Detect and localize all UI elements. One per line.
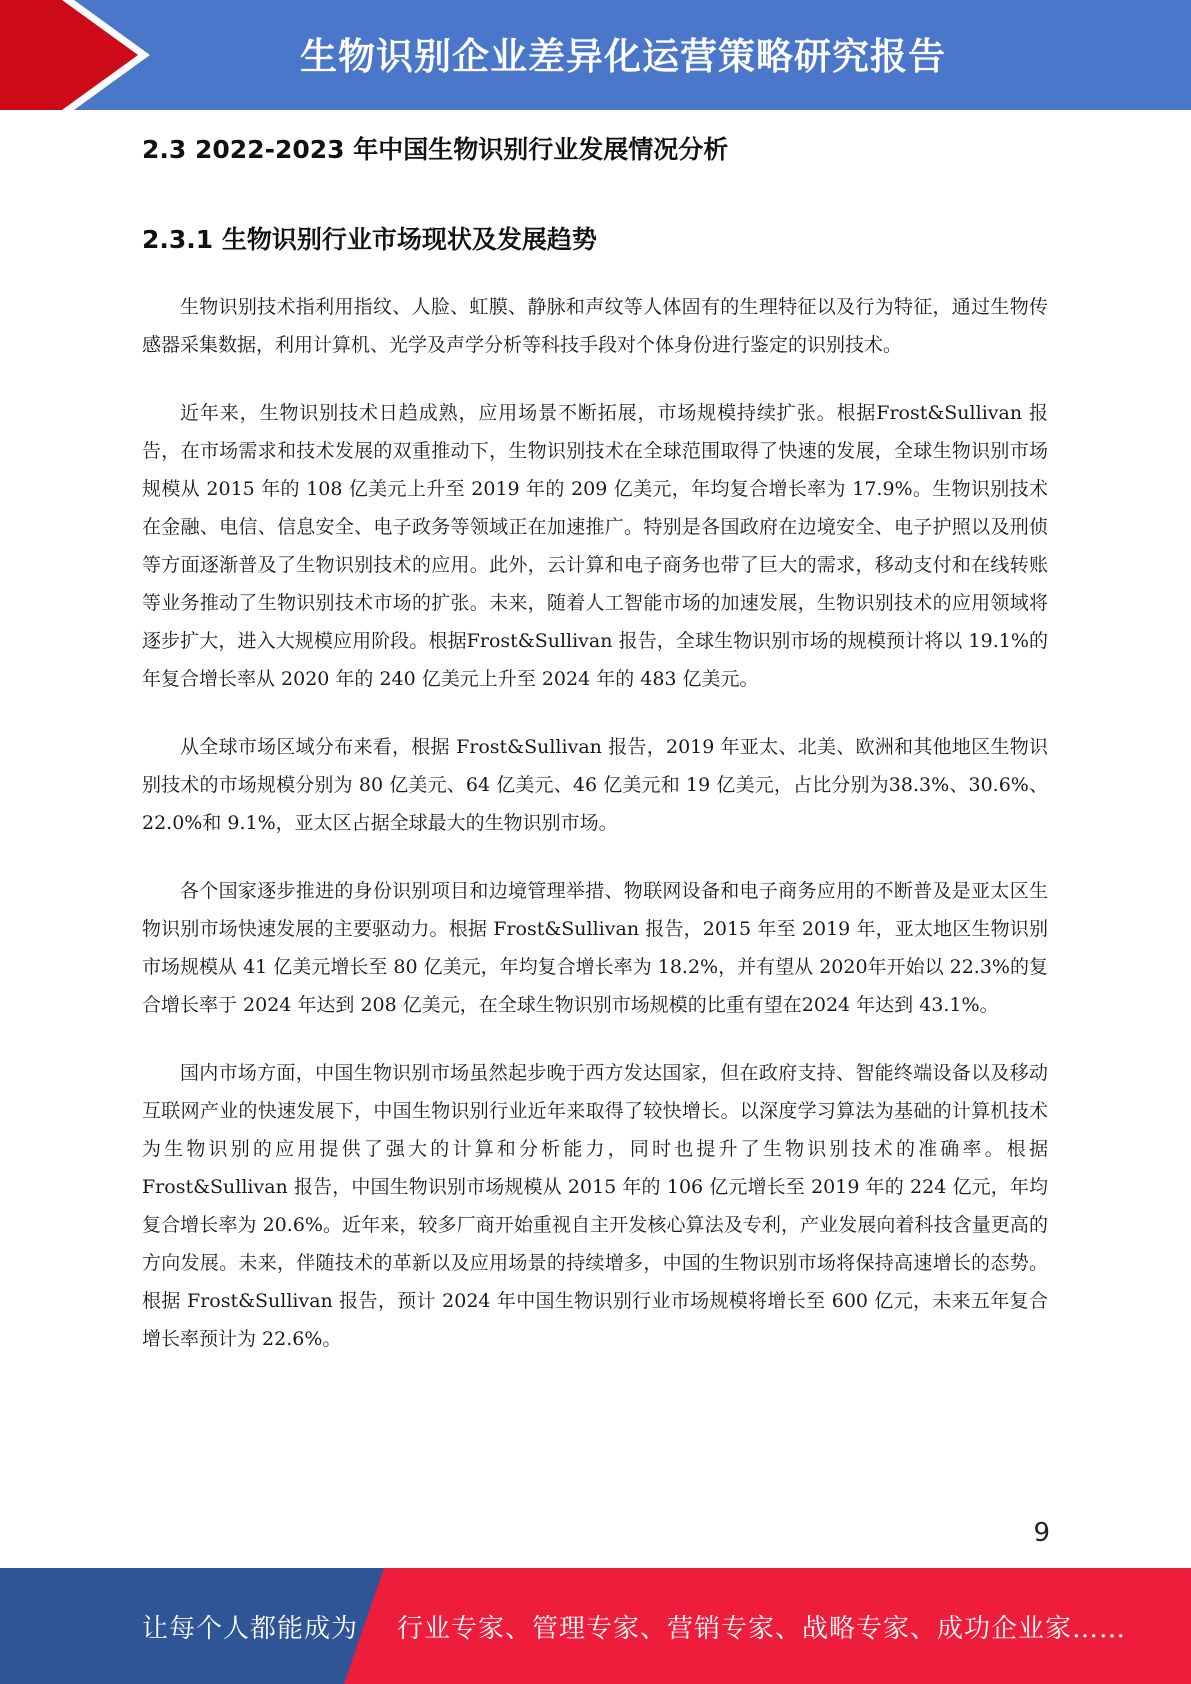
header-banner	[0, 0, 1191, 110]
footer-slogan-right: 行业专家、管理专家、营销专家、战略专家、成功企业家……	[397, 1614, 1127, 1644]
footer-slogan-left: 让每个人都能成为	[142, 1614, 359, 1644]
section-heading: 2.3 2022-2023 年中国生物识别行业发展情况分析	[142, 135, 729, 164]
paragraph: 从全球市场区域分布来看，根据 Frost&Sullivan 报告，2019 年亚太、北美、欧洲和其他地区生物识别技术的市场规模分别为 80 亿美元、64 亿美元、46 亿美元和 19 亿美元，占比分别为38.3%、30.6%、22.0%和 9.1%，亚太区占据全球最大的生物识别市场。	[142, 736, 1048, 834]
page-content	[142, 128, 1048, 1358]
header-arrow-decoration	[0, 0, 160, 110]
paragraph: 近年来，生物识别技术日趋成熟，应用场景不断拓展，市场规模持续扩张。根据Frost&Sullivan 报告，在市场需求和技术发展的双重推动下，生物识别技术在全球范围取得了快速的发展，全球生物识别市场规模从 2015 年的 108 亿美元上升至 2019 年的 209 亿美元，年均复合增长率为 17.9%。生物识别技术在金融、电信、信息安全、电子政务等领域正在加速推广。特别是各国政府在边境安全、电子护照以及刑侦等方面逐渐普及了生物识别技术的应用。此外，云计算和电子商务也带了巨大的需求，移动支付和在线转账等业务推动了生物识别技术市场的扩张。未来，随着人工智能市场的加速发展，生物识别技术的应用领域将逐步扩大，进入大规模应用阶段。根据Frost&Sullivan 报告，全球生物识别市场的规模预计将以 19.1%的年复合增长率从 2020 年的 240 亿美元上升至 2024 年的 483 亿美元。	[142, 402, 1048, 690]
subsection-heading: 2.3.1 生物识别行业市场现状及发展趋势	[142, 225, 597, 254]
paragraph: 各个国家逐步推进的身份识别项目和边境管理举措、物联网设备和电子商务应用的不断普及是亚太区生物识别市场快速发展的主要驱动力。根据 Frost&Sullivan 报告，2015 年至 2019 年，亚太地区生物识别市场规模从 41 亿美元增长至 80 亿美元，年均复合增长率为 18.2%，并有望从 2020年开始以 22.3%的复合增长率于 2024 年达到 208 亿美元，在全球生物识别市场规模的比重有望在2024 年达到 43.1%。	[142, 880, 1048, 1016]
report-title: 生物识别企业差异化运营策略研究报告	[300, 35, 946, 78]
page-number: 9	[1033, 1518, 1050, 1548]
paragraph: 国内市场方面，中国生物识别市场虽然起步晚于西方发达国家，但在政府支持、智能终端设备以及移动互联网产业的快速发展下，中国生物识别行业近年来取得了较快增长。以深度学习算法为基础的计算机技术为生物识别的应用提供了强大的计算和分析能力，同时也提升了生物识别技术的准确率。根据 Frost&Sullivan 报告，中国生物识别市场规模从 2015 年的 106 亿元增长至 2019 年的 224 亿元，年均复合增长率为 20.6%。近年来，较多厂商开始重视自主开发核心算法及专利，产业发展向着科技含量更高的方向发展。未来，伴随技术的革新以及应用场景的持续增多，中国的生物识别市场将保持高速增长的态势。根据 Frost&Sullivan 报告，预计 2024 年中国生物识别行业市场规模将增长至 600 亿元，未来五年复合增长率预计为 22.6%。	[142, 1062, 1048, 1350]
paragraph: 生物识别技术指利用指纹、人脸、虹膜、静脉和声纹等人体固有的生理特征以及行为特征，通过生物传感器采集数据，利用计算机、光学及声学分析等科技手段对个体身份进行鉴定的识别技术。	[142, 296, 1048, 356]
footer-banner	[0, 1568, 1191, 1684]
